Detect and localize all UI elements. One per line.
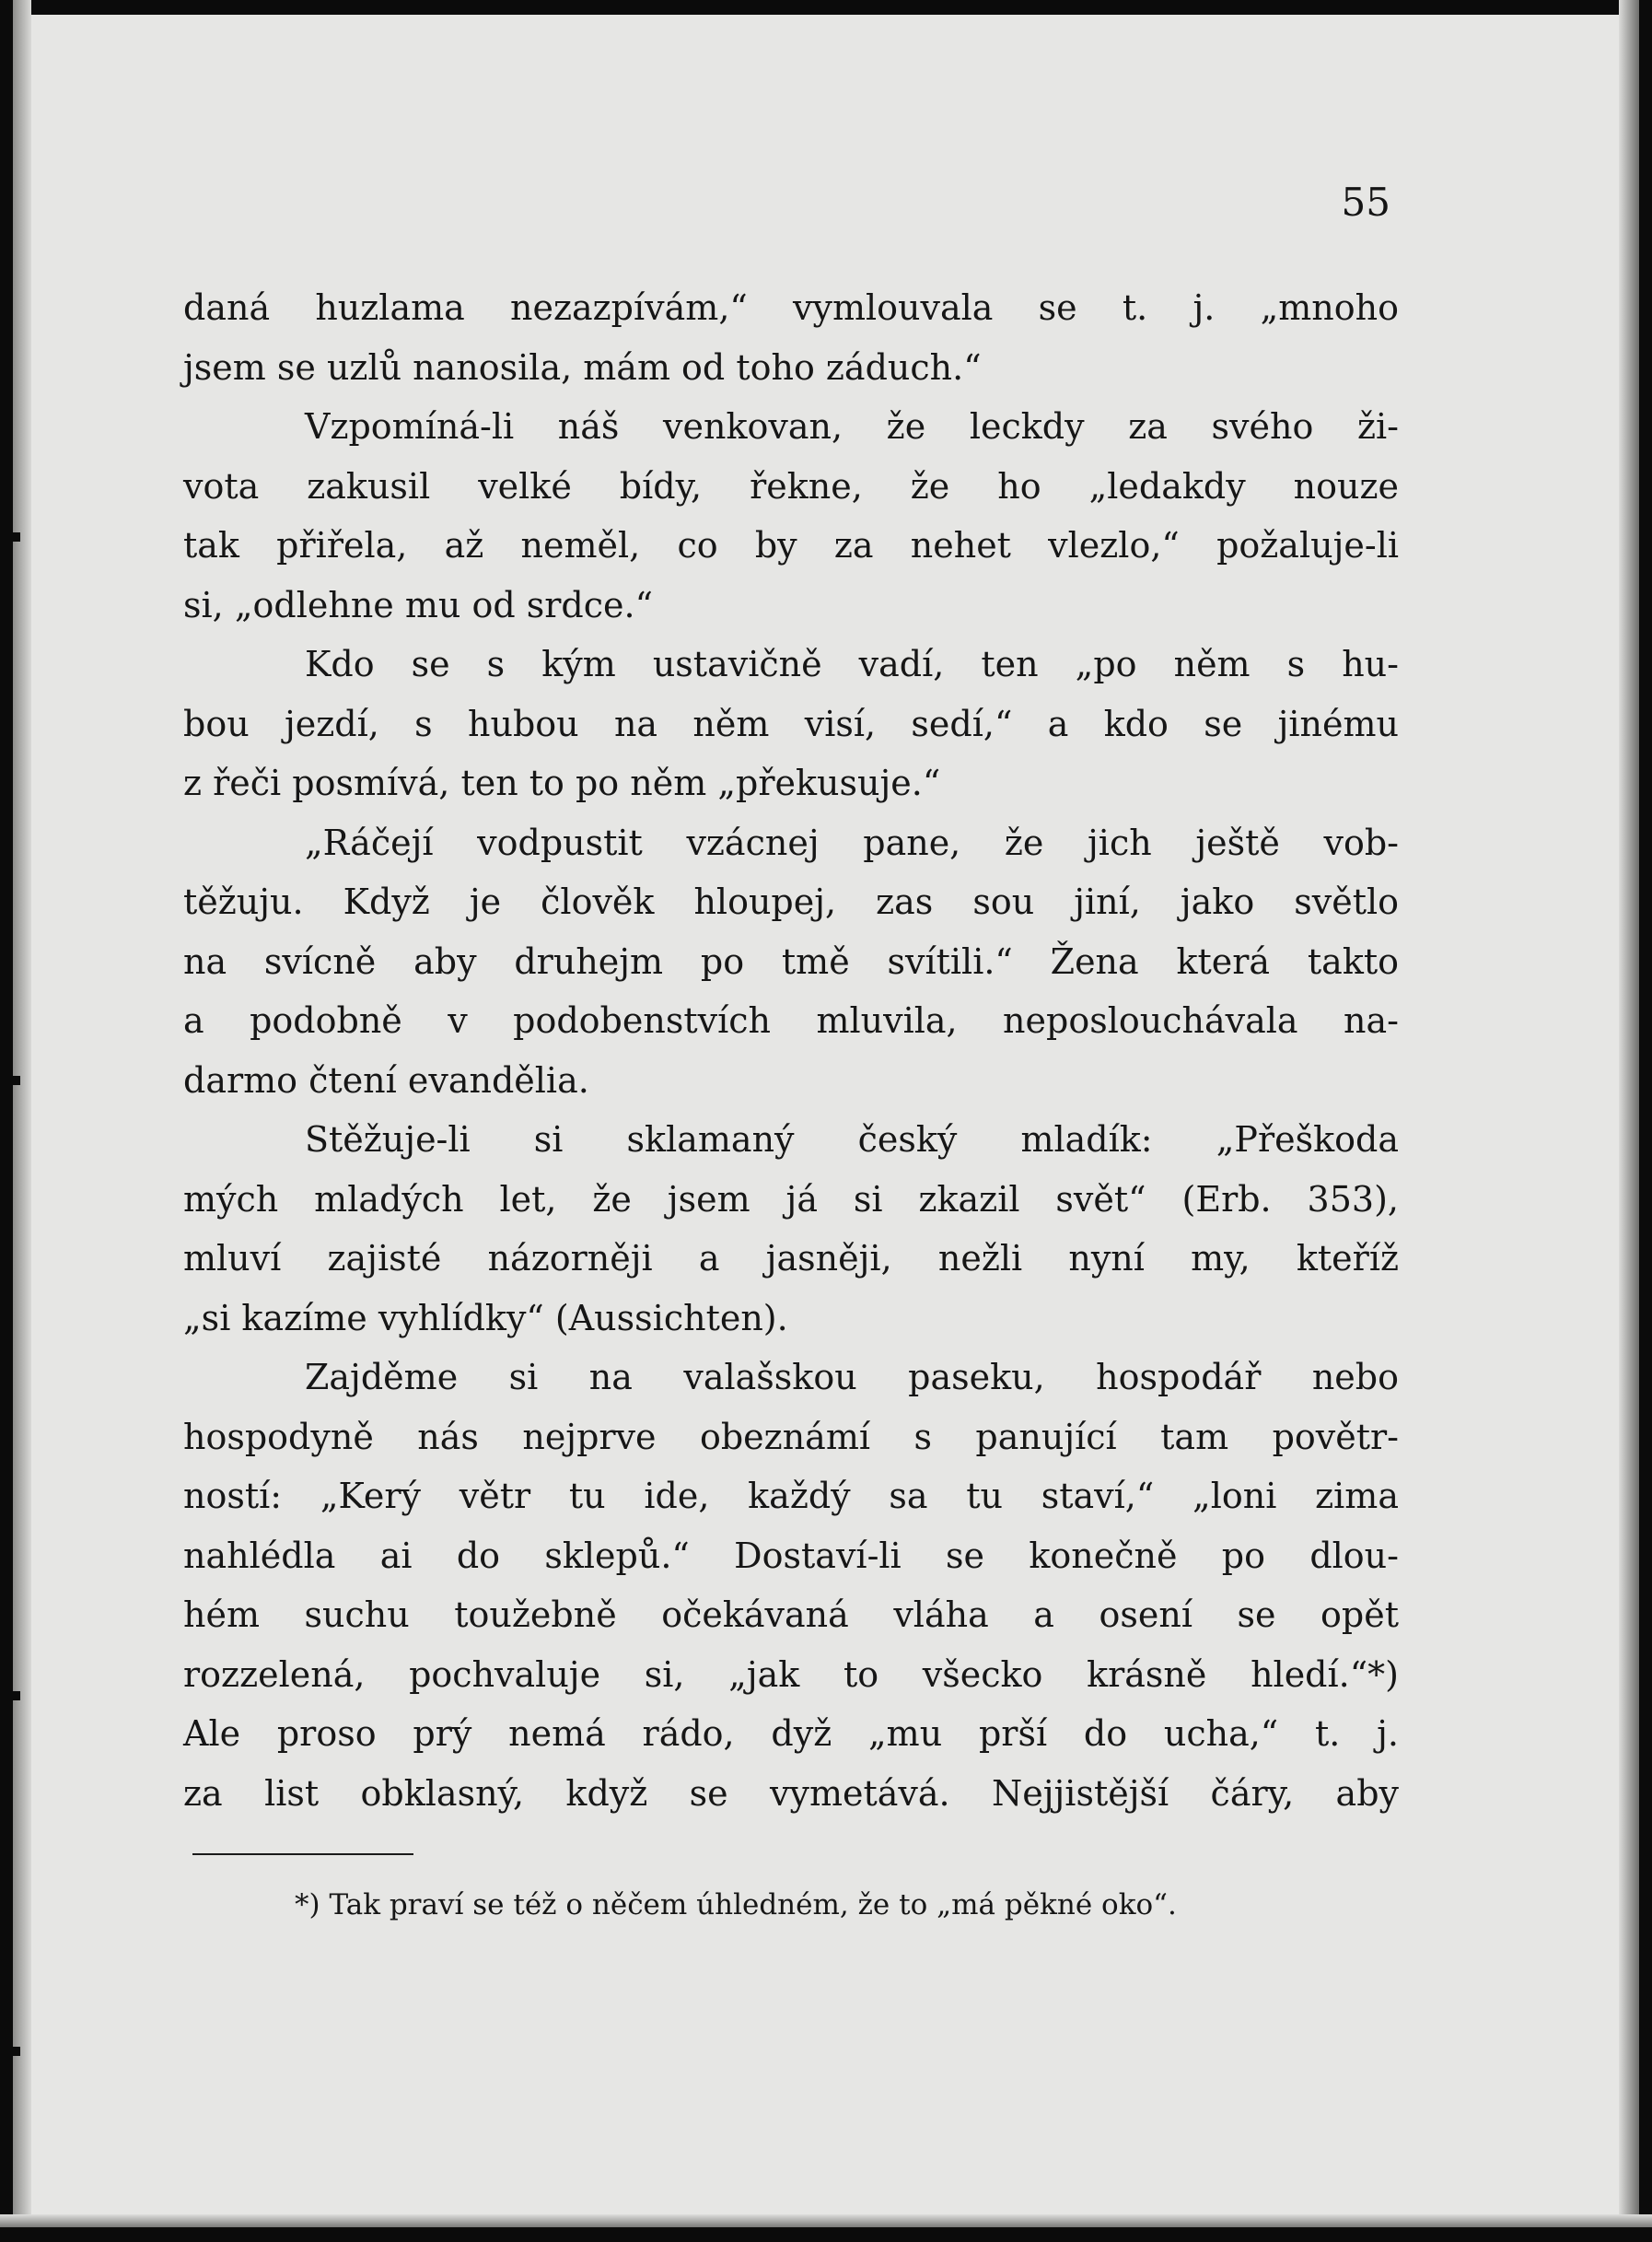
page-number: 55	[1341, 180, 1390, 225]
page-gutter-shadow	[13, 0, 31, 2242]
text-line: darmo čtení evandělia.	[183, 1059, 589, 1101]
text-line: rozzelená, pochvaluje si, „jak to všecko krásně hledí.“*)	[183, 1653, 1399, 1695]
text-line: nahlédla ai do sklepů.“ Dostaví-li se konečně po dlou-	[183, 1535, 1399, 1576]
binding-mark	[0, 2047, 20, 2056]
text-line: za list obklasný, když se vymetává. Nejjistější čáry, aby	[183, 1772, 1399, 1814]
text-line: Ale proso prý nemá rádo, dyž „mu prší do ucha,“ t. j.	[183, 1713, 1399, 1754]
text-line: Kdo se s kým ustavičně vadí, ten „po něm s hu-	[305, 644, 1399, 684]
text-line: Zajděme si na valašskou paseku, hospodář nebo	[305, 1357, 1399, 1397]
text-line: ností: „Kerý větr tu ide, každý sa tu staví,“ „loni zima	[183, 1476, 1399, 1516]
page-edge-shadow	[1619, 0, 1639, 2242]
binding-mark	[0, 1076, 20, 1085]
scan-edge-top	[0, 0, 1652, 15]
text-line: Vzpomíná-li náš venkovan, že leckdy za svého ži-	[305, 406, 1399, 447]
text-line: těžuju. Když je člověk hloupej, zas sou jiní, jako světlo	[183, 882, 1399, 922]
scan-edge-right	[1639, 0, 1652, 2242]
text-line: hospodyně nás nejprve obeznámí s panující tam povětr-	[183, 1416, 1399, 1457]
text-line: vota zakusil velké bídy, řekne, že ho „ledakdy nouze	[183, 465, 1399, 507]
text-line: hém suchu toužebně očekávaná vláha a osení se opět	[183, 1594, 1399, 1635]
text-line: mých mladých let, že jsem já si zkazil svět“ (Erb. 353),	[183, 1178, 1399, 1220]
text-line: z řeči posmívá, ten to po něm „překusuje.“	[183, 763, 941, 803]
text-line: tak přiřela, až neměl, co by za nehet vlezlo,“ požaluje-li	[183, 525, 1399, 566]
page-bottom-shadow	[0, 2214, 1652, 2227]
text-line: a podobně v podobenstvích mluvila, neposlouchávala na-	[183, 1000, 1399, 1041]
footnote-rule	[192, 1853, 413, 1855]
scan-edge-left	[0, 0, 13, 2242]
scan-edge-bottom	[0, 2227, 1652, 2242]
text-line: „Ráčejí vodpustit vzácnej pane, že jich ještě vob-	[305, 822, 1399, 863]
text-line: jsem se uzlů nanosila, mám od toho záduch.“	[183, 346, 982, 388]
text-line: mluví zajisté názorněji a jasněji, nežli nyní my, kteříž	[183, 1238, 1399, 1279]
body-text	[183, 278, 1399, 1823]
binding-mark	[0, 1691, 20, 1700]
text-line: na svícně aby druhejm po tmě svítili.“ Žena která takto	[183, 940, 1399, 982]
binding-mark	[0, 532, 20, 542]
text-line: si, „odlehne mu od srdce.“	[183, 584, 653, 625]
text-line: bou jezdí, s hubou na něm visí, sedí,“ a kdo se jinému	[183, 703, 1399, 744]
text-line: „si kazíme vyhlídky“ (Aussichten).	[183, 1297, 788, 1338]
text-line: daná huzlama nezazpívám,“ vymlouvala se t. j. „mnoho	[183, 287, 1399, 328]
footnote: *) Tak praví se též o něčem úhledném, že to „má pěkné oko“.	[295, 1888, 1177, 1921]
text-line: Stěžuje-li si sklamaný český mladík: „Přeškoda	[305, 1119, 1399, 1160]
